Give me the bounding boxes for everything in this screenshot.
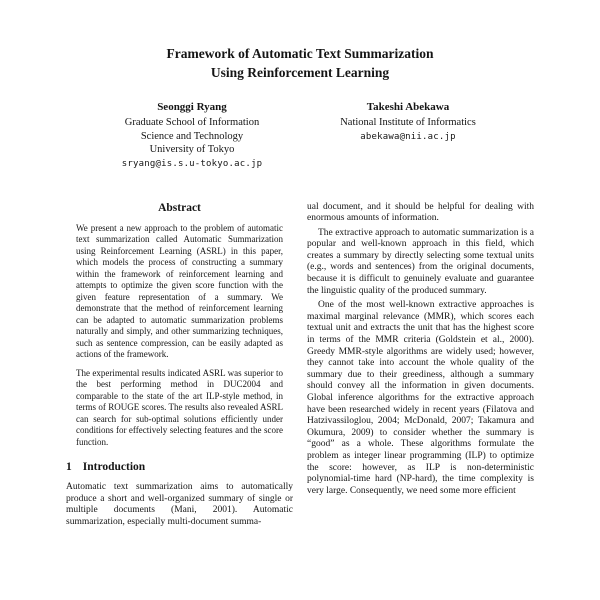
author-email: abekawa@nii.ac.jp [360,131,456,142]
section-heading-introduction [66,461,293,473]
section-title: Introduction [82,461,146,473]
right-column [307,202,534,532]
author-block-2 [300,99,516,172]
introduction-paragraph-1: Automatic text summarization aims to automatically produce a short and well-organized summary of single or multiple documents (Mani, 2001). Automatic summarization, especially multi-document summa- [66,482,293,527]
author-affiliation-line: Science and Technology [140,130,244,142]
two-column-body [66,202,534,532]
author-affiliation-line: National Institute of Informatics [340,117,476,128]
abstract-paragraph-1: We present a new approach to the problem of automatic text summarization called Automatic Summarization using Reinforcement Learning (ASRL) in this paper, which models the process of constructing a summary within the framework of reinforcement learning and attempts to optimize the given score function with the given feature representation of a summary. We demonstrate that the method of reinforcement learning can be adapted to automatic summarization problems naturally and simply, and other summarizing techniques, such as sentence compression, can be easily adapted as actions of the framework. [76,222,283,359]
abstract-heading: Abstract [158,201,201,214]
author-block-1 [84,99,300,172]
paper-title-line-2: Using Reinforcement Learning [210,65,390,80]
authors-block [84,99,516,172]
paper-title-line-1: Framework of Automatic Text Summarization [166,46,434,61]
author-affiliation-line: Graduate School of Information [124,117,260,128]
section-number: 1 [66,461,72,473]
author-name: Takeshi Abekawa [366,101,450,113]
left-column [66,202,293,532]
body-paragraph-1: ual document, and it should be helpful for dealing with enormous amounts of information. [307,201,534,224]
author-name: Seonggi Ryang [157,101,227,113]
body-paragraph-2: The extractive approach to automatic summarization is a popular and well-known approach in this field, which creates a summary by directly selecting some textual units (e.g., words and sentences) from the original documents, because it is difficult to genuinely evaluate and guarantee the linguistic quality of the produced summary. [307,227,534,296]
author-email: sryang@is.s.u-tokyo.ac.jp [121,158,263,169]
abstract-paragraph-2: The experimental results indicated ASRL was superior to the best performing method in DUC2004 and comparable to the state of the art ILP-style method, in terms of ROUGE scores. The results also revealed ASRL can search for sub-optimal solutions efficiently under conditions for effectively selecting features and the score function. [76,367,283,447]
paper-title [66,44,534,82]
body-paragraph-3: One of the most well-known extractive approaches is maximal marginal relevance (MMR), which scores each textual unit and extracts the unit that has the highest score in terms of the MMR criteria (Goldstein et al., 2000). Greedy MMR-style algorithms are widely used; however, they cannot take into account the whole quality of the summary due to their greediness, although a summary should convey all the information in given documents. Global inference algorithms for the extractive approach have been researched widely in recent years (Filatova and Hatzivassiloglou, 2004; McDonald, 2007; Takamura and Okumura, 2009) to consider whether the summary is “good” as a whole. These algorithms formulate the problem as integer linear programming (ILP) to optimize the score: however, as ILP is non-deterministic polynomial-time hard (NP-hard), the time complexity is very large. Consequently, we need some more efficient [307,300,534,496]
author-affiliation-line: University of Tokyo [149,144,235,155]
